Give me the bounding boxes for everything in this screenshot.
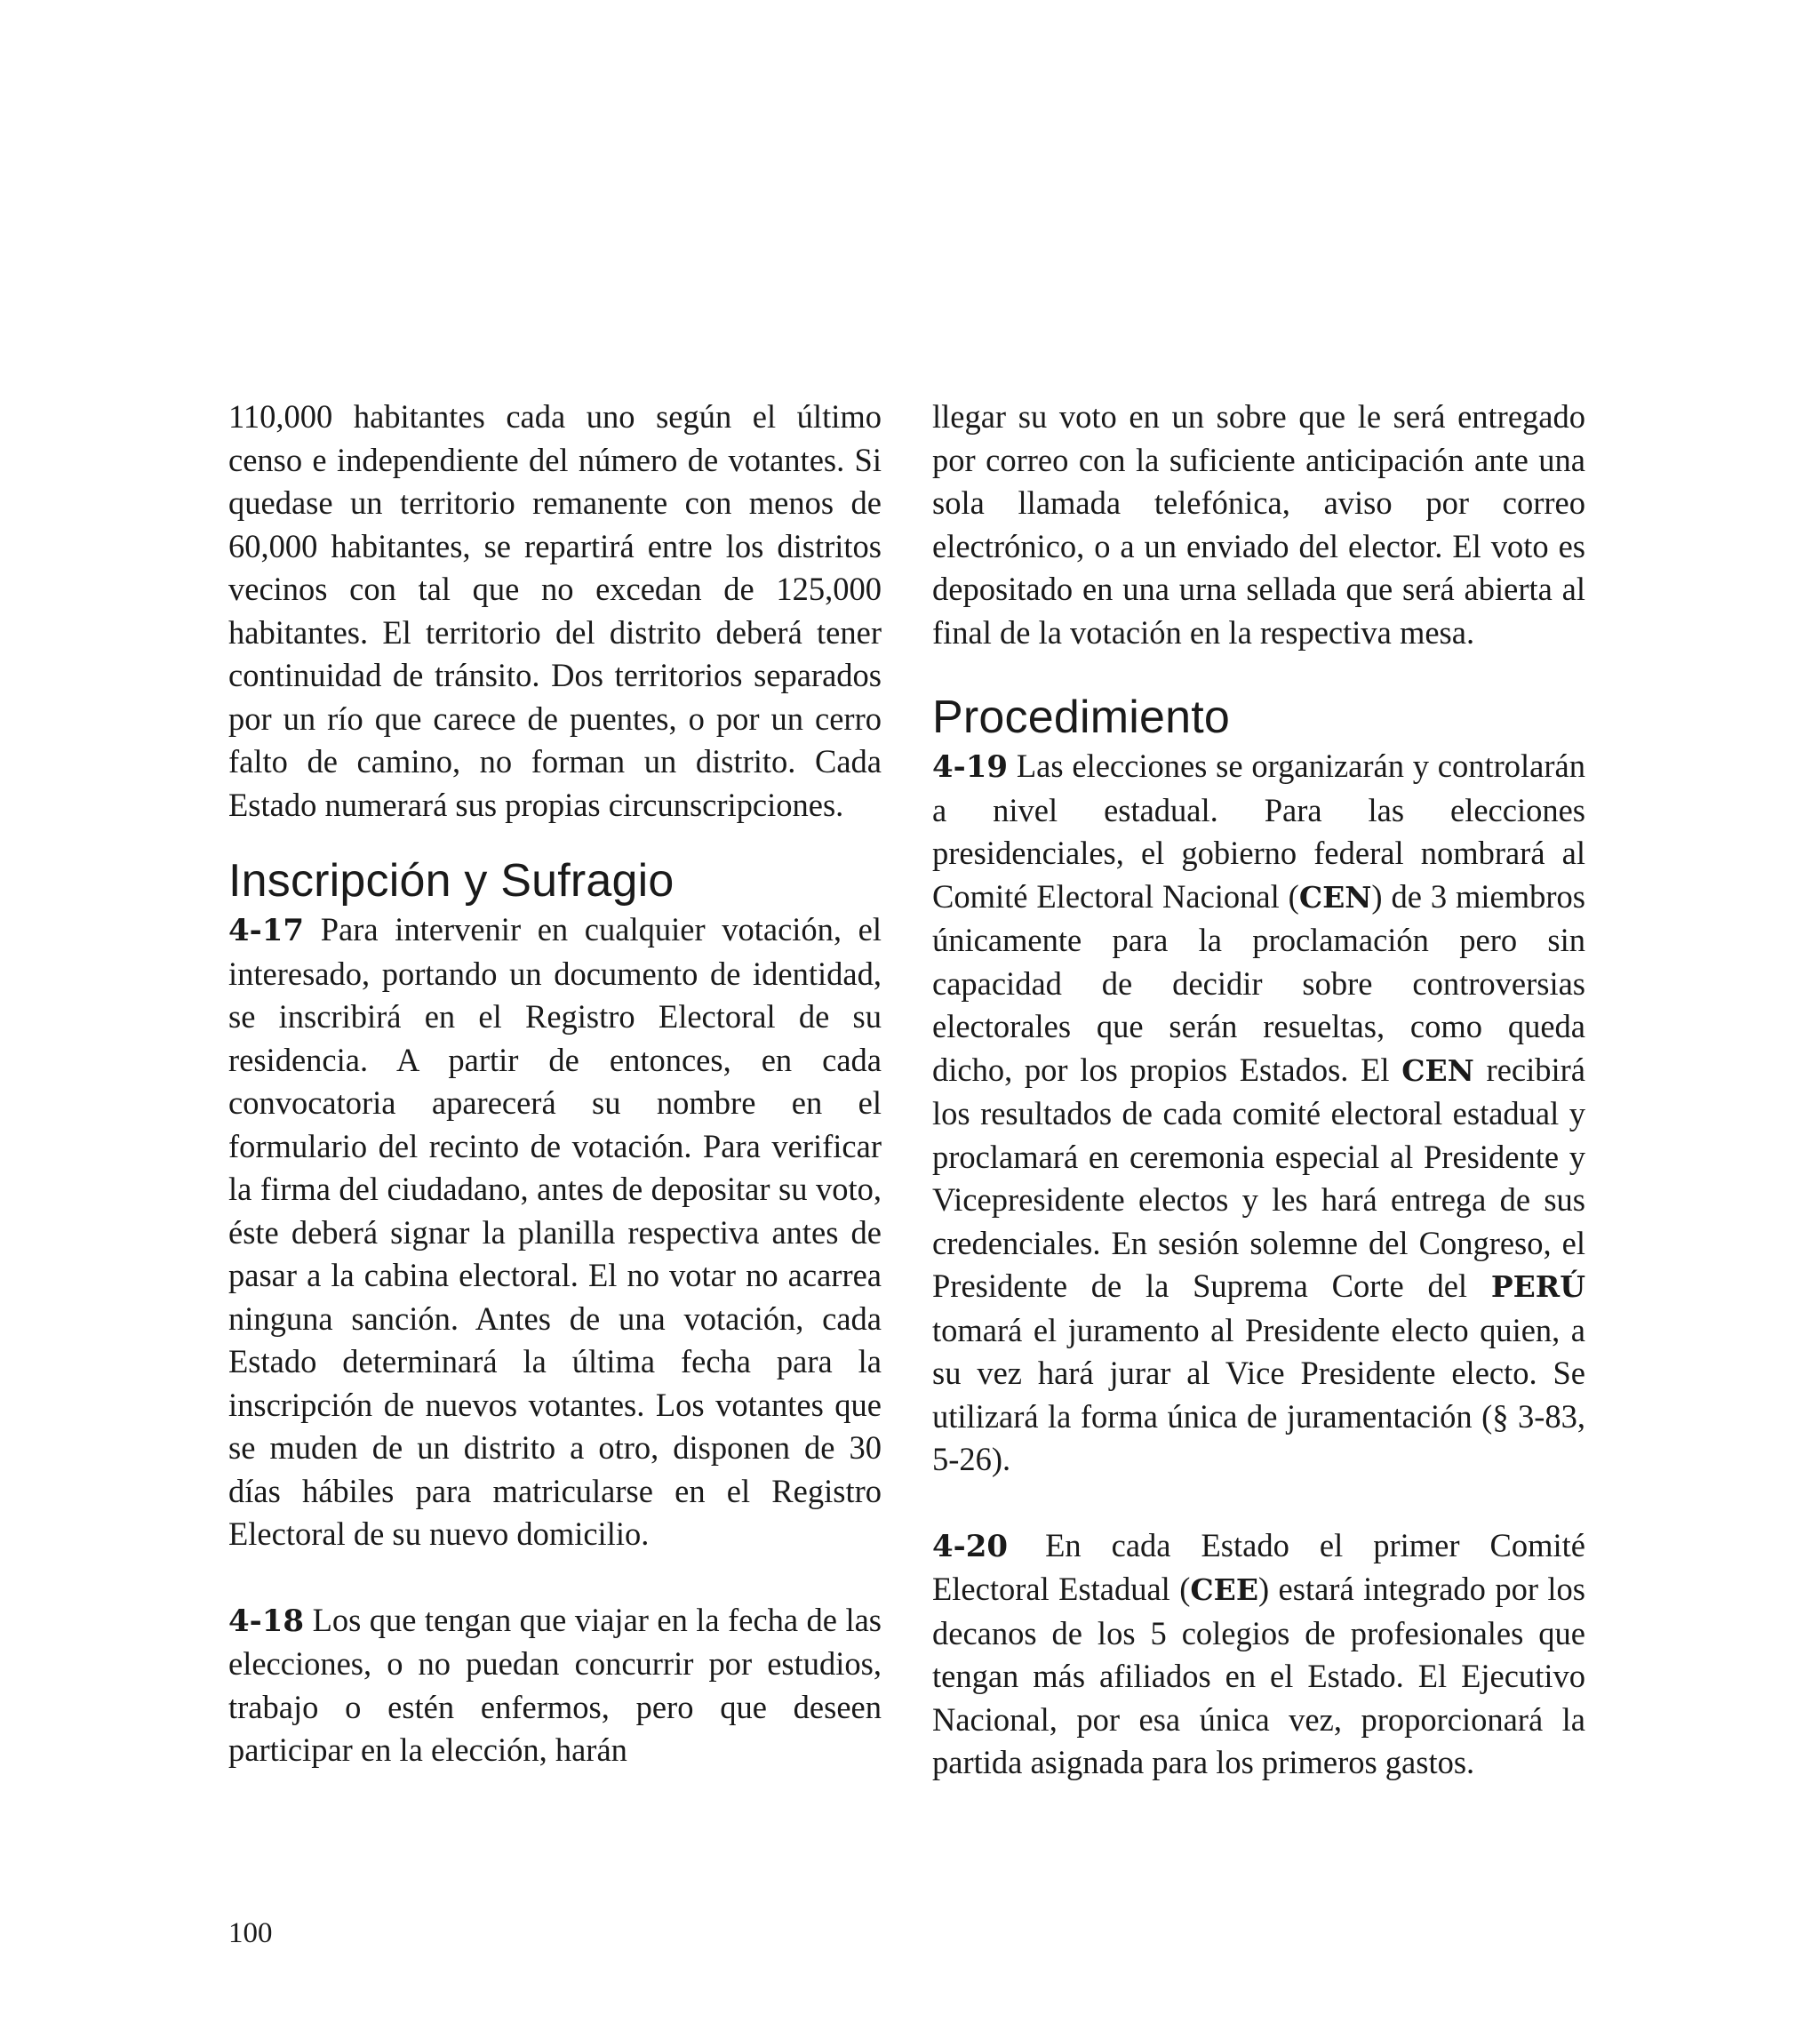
article-4-20 bbox=[932, 1524, 1585, 1785]
article-text: Las elecciones se organizarán y controlarán a nivel estadual. Para las elecciones presidenciales, el gobierno federal nombrará al Comité Electoral Nacional ( bbox=[932, 748, 1585, 915]
section-heading-inscripcion: Inscripción y Sufragio bbox=[228, 855, 675, 907]
article-number: 4-20 bbox=[932, 1528, 1009, 1564]
paragraph-district-continuation bbox=[228, 396, 882, 827]
article-number: 4-18 bbox=[228, 1603, 305, 1639]
right-column bbox=[932, 396, 1585, 1785]
article-number: 4-17 bbox=[228, 913, 305, 948]
article-text: En cada Estado el primer Comité Electoral Estadual ( bbox=[932, 1526, 1585, 1607]
paragraph-text: 110,000 habitantes cada uno según el último censo e independiente del número de votantes. Si quedase un territorio remanente con menos de 60,000 habitantes, se repartirá entre los distritos vecinos con tal que no excedan de 125,000 habitantes. El territorio del distrito deberá tener continuidad de tránsito. Dos territorios separados por un río que carece de puentes, o por un cerro falto de camino, no forman un distrito. Cada Estado numerará sus propias circunscripciones. bbox=[228, 398, 882, 823]
acronym-cee: CEE bbox=[1190, 1572, 1258, 1607]
article-4-18 bbox=[228, 1599, 882, 1772]
page-number: 100 bbox=[228, 1917, 273, 1949]
article-text: recibirá los resultados de cada comité electoral estadual y proclamará en ceremonia especial al Presidente y Vicepresidente electos y les hará entrega de sus credenciales. En sesión solemne del Congreso, el Presidente de la Suprema Corte del bbox=[932, 1051, 1585, 1304]
article-4-17 bbox=[228, 908, 882, 1556]
section-heading-procedimiento: Procedimiento bbox=[932, 692, 1230, 743]
article-text: ) estará integrado por los decanos de los 5 colegios de profesionales que tengan más afiliados en el Estado. El Ejecutivo Nacional, por esa única vez, proporcionará la partida asignada para los primeros gastos. bbox=[932, 1571, 1586, 1780]
acronym-cen: CEN bbox=[1298, 879, 1372, 915]
article-text: tomará el juramento al Presidente electo quien, a su vez hará jurar al Vice Presidente electo. Se utilizará la forma única de juramentación (§ 3-83, 5-26). bbox=[932, 1311, 1585, 1477]
article-text: Los que tengan que viajar en la fecha de las elecciones, o no puedan concurrir por estudios, trabajo o estén enfermos, pero que deseen participar en la elección, harán bbox=[228, 1601, 882, 1768]
article-4-19 bbox=[932, 745, 1585, 1482]
acronym-cen: CEN bbox=[1401, 1052, 1474, 1088]
article-text: ) de 3 miembros únicamente para la proclamación pero sin capacidad de decidir sobre controversias electorales que serán resueltas, como queda dicho, por los propios Estados. El bbox=[932, 877, 1585, 1088]
paragraph-text: llegar su voto en un sobre que le será entregado por correo con la suficiente anticipación ante una sola llamada telefónica, aviso por correo electrónico, o a un enviado del elector. El voto es depositado en una urna sellada que será abierta al final de la votación en la respectiva mesa. bbox=[932, 398, 1585, 651]
article-number: 4-19 bbox=[932, 749, 1009, 785]
article-text: Para intervenir en cualquier votación, el interesado, portando un documento de identidad, se inscribirá en el Registro Electoral de su residencia. A partir de entonces, en cada convocatoria aparecerá su nombre en el formulario del recinto de votación. Para verificar la firma del ciudadano, antes de depositar su voto, éste deberá signar la planilla respectiva antes de pasar a la cabina electoral. El no votar no acarrea ninguna sanción. Antes de una votación, cada Estado determinará la última fecha para la inscripción de nuevos votantes. Los votantes que se muden de un distrito a otro, disponen de 30 días hábiles para matricularse en el Registro Electoral de su nuevo domicilio. bbox=[228, 911, 882, 1552]
left-column bbox=[228, 396, 882, 1772]
paragraph-vote-continuation bbox=[932, 396, 1585, 654]
country-name-peru: PERÚ bbox=[1490, 1269, 1585, 1304]
